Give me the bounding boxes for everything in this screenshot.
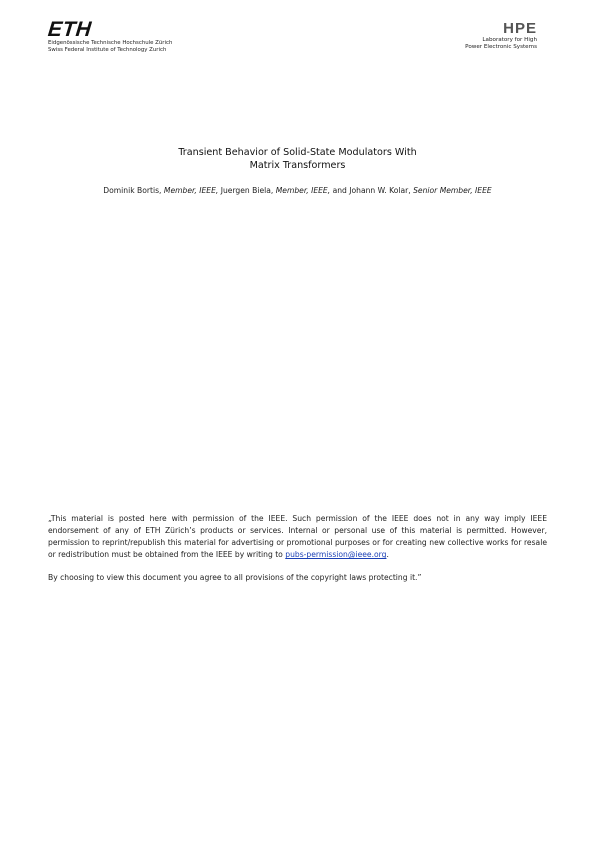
author-role: Member, IEEE, — [163, 186, 221, 195]
author-list — [0, 186, 595, 196]
author-role: Member, IEEE, — [275, 186, 333, 195]
notice-paragraph-2: By choosing to view this document you agree to all provisions of the copyright laws protecting it.” — [48, 573, 422, 583]
eth-name-german: Eidgenössische Technische Hochschule Zürich — [48, 40, 173, 46]
hpe-logo-mark: HPE — [503, 20, 537, 37]
eth-name-english: Swiss Federal Institute of Technology Zurich — [48, 47, 167, 53]
permission-email-link[interactable]: pubs-permission@ieee.org — [285, 550, 387, 560]
paper-title-line1: Transient Behavior of Solid-State Modulators With — [178, 147, 417, 158]
copyright-notice — [48, 513, 547, 584]
author-name: Dominik Bortis, — [103, 186, 164, 195]
paper-title-line2: Matrix Transformers — [249, 160, 346, 171]
author-name: and Johann W. Kolar, — [332, 186, 414, 195]
author-role: Senior Member, IEEE — [413, 186, 492, 195]
notice-text: „This material is posted here with permission of the IEEE. Such permission of the IEEE does not in any way imply IEEE endorsement of any of ETH Zürich’s products or services. Internal or personal use of this material is permitted. However, permission to reprint/republish this material for advertising or promotional purposes or for creating new collective works for resale or redistribution must be obtained from the IEEE by writing to — [48, 514, 547, 560]
hpe-logo — [417, 20, 537, 51]
paper-title — [0, 146, 595, 172]
eth-logo — [48, 19, 188, 59]
hpe-lab-line1: Laboratory for High — [482, 37, 537, 43]
eth-logo-mark: ETH — [46, 18, 93, 41]
notice-paragraph-1 — [48, 513, 547, 561]
notice-period: . — [386, 550, 389, 560]
hpe-lab-line2: Power Electronic Systems — [465, 44, 537, 50]
author-name: Juergen Biela, — [220, 186, 276, 195]
